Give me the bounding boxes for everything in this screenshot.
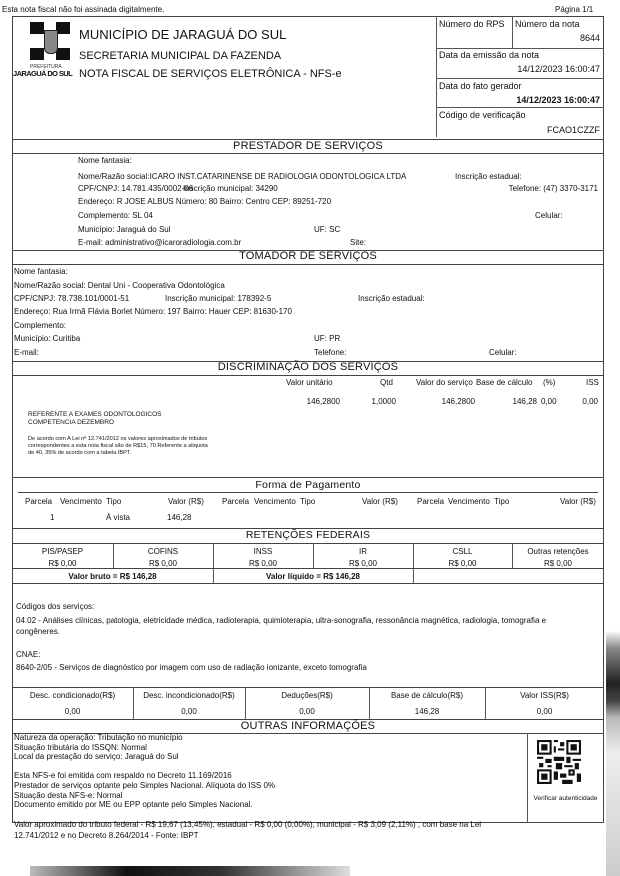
pagamento-section-title: Forma de Pagamento: [255, 479, 361, 491]
pag-col-vencimento-3: Vencimento: [448, 497, 490, 506]
descricao-linha-2: COMPETENCIA DEZEMBRO: [28, 419, 114, 426]
secretaria-title: SECRETARIA MUNICIPAL DA FAZENDA: [79, 50, 282, 62]
pag-col-vencimento-1: Vencimento: [60, 497, 102, 506]
codigo-verificacao-value: FCAO1CZZF: [547, 125, 600, 135]
tomador-inscricao-estadual: Inscrição estadual:: [358, 294, 425, 303]
valor-iss-label: Valor ISS(R$): [520, 691, 569, 700]
pag-col-vencimento-2: Vencimento: [254, 497, 296, 506]
prestador-cnpj: CPF/CNPJ: 14.781.435/0002-06: [78, 184, 194, 193]
qtd-value: 1,0000: [371, 397, 396, 406]
iss-value: 0,00: [582, 397, 598, 406]
decreto-info: Esta NFS-e foi emitida com respaldo no Decreto 11.169/2016: [14, 771, 232, 781]
col-iss: ISS: [586, 378, 599, 387]
scan-bottom-artifact: [30, 866, 350, 876]
valor-bruto: Valor bruto = R$ 146,28: [68, 572, 157, 581]
tomador-email: E-mail:: [14, 348, 39, 357]
rps-label: Número do RPS: [439, 19, 505, 29]
signature-note: Esta nota fiscal não foi assinada digitalmente.: [2, 5, 165, 14]
document-title: NOTA FISCAL DE SERVIÇOS ELETRÔNICA - NFS-e: [79, 68, 342, 80]
prestador-telefone: Telefone: (47) 3370-3171: [508, 184, 598, 193]
valor-unitario-value: 146,2800: [306, 397, 340, 406]
prestador-inscricao-estadual: Inscrição estadual:: [455, 172, 522, 181]
prestador-razao-social: Nome/Razão social:ICARO INST.CATARINENSE DE RADIOLOGIA ODONTOLOGICA LTDA: [78, 172, 407, 181]
tomador-telefone: Telefone:: [314, 348, 347, 357]
qr-code-icon[interactable]: [537, 740, 581, 784]
pag-col-valor-1: Valor (R$): [168, 497, 204, 506]
fato-gerador-value: 14/12/2023 16:00:47: [516, 95, 600, 105]
retencao-inss-label: INSS: [253, 547, 273, 556]
retencao-cofins-label: COFINS: [147, 547, 179, 556]
tomador-complemento: Complemento:: [14, 321, 67, 330]
cnae-value: 8640-2/05 - Serviços de diagnóstico por imagem com uso de radiação ionizante, exceto tomografia: [16, 663, 367, 672]
tomador-cnpj: CPF/CNPJ: 78.738.101/0001-51: [14, 294, 130, 303]
pag-tipo-value: À vista: [106, 513, 131, 522]
col-base-calculo: Base de cálculo: [476, 378, 533, 387]
tomador-uf: UF: PR: [314, 334, 341, 343]
retencao-outras-value: R$ 0,00: [543, 559, 573, 568]
situacao-nfse: Situação desta NFS-e: Normal: [14, 790, 123, 800]
tomador-inscricao-municipal: Inscrição municipal: 178392-5: [165, 294, 272, 303]
tomador-section-title: TOMADOR DE SERVIÇOS: [239, 250, 377, 262]
prestador-nome-fantasia: Nome fantasia:: [78, 156, 132, 165]
outras-section-title: OUTRAS INFORMAÇÕES: [240, 720, 376, 732]
situacao-tributaria: Situação tributária do ISSQN: Normal: [14, 742, 147, 752]
desc-condicionado-value: 0,00: [64, 707, 81, 716]
retencao-pis-label: PIS/PASEP: [41, 547, 84, 556]
tomador-endereco: Endereço: Rua Irmã Flávia Borlet Número: 197 Bairro: Hauer CEP: 81630-170: [14, 307, 292, 316]
pag-col-valor-2: Valor (R$): [362, 497, 398, 506]
valor-iss-value: 0,00: [536, 707, 553, 716]
retencao-csll-value: R$ 0,00: [448, 559, 477, 568]
deducoes-value: 0,00: [299, 707, 315, 716]
prestador-municipio: Município: Jaraguá do Sul: [78, 225, 171, 234]
cnae-label: CNAE:: [16, 650, 41, 659]
prestador-section-title: PRESTADOR DE SERVIÇOS: [233, 140, 383, 152]
local-prestacao: Local da prestação do serviço: Jaraguá do Sul: [14, 752, 179, 762]
page-label: Página 1/1: [555, 5, 594, 14]
retencoes-section-title: RETENÇÕES FEDERAIS: [245, 529, 371, 541]
retencao-inss-value: R$ 0,00: [248, 559, 278, 568]
natureza-operacao: Natureza da operação: Tributação no município: [14, 733, 183, 742]
prestador-email: E-mail: administrativo@icaroradiologia.com.br: [78, 238, 242, 247]
verificar-autenticidade-label: Verificar autenticidade: [533, 795, 598, 802]
retencao-ir-label: IR: [359, 547, 367, 556]
pag-col-tipo-2: Tipo: [300, 497, 316, 506]
valor-servico-value: 146,2800: [441, 397, 475, 406]
codigos-label: Códigos dos serviços:: [16, 602, 95, 611]
spacer: [14, 762, 275, 772]
logo-prefeitura-text: PREFEITURA: [30, 64, 62, 70]
desc-condicionado-label: Desc. condicionado(R$): [29, 691, 116, 700]
tributo-linha-2: 12.741/2012 e no Decreto 8.264/2014 - Fonte: IBPT: [14, 831, 199, 840]
descricao-linha-1: REFERENTE A EXAMES ODONTOLOGICOS: [28, 411, 162, 418]
fato-gerador-label: Data do fato gerador: [439, 81, 522, 91]
logo-city-text: JARAGUÁ DO SUL: [13, 69, 73, 78]
pag-col-valor-3: Valor (R$): [560, 497, 596, 506]
retencao-csll-label: CSLL: [452, 547, 473, 556]
desc-incondicionado-label: Desc. incondicionado(R$): [143, 691, 235, 700]
prestador-inscricao-municipal: Inscrição municipal: 34290: [183, 184, 278, 193]
prestador-complemento: Complemento: SL 04: [78, 211, 153, 220]
col-qtd: Qtd: [380, 378, 393, 387]
pag-col-parcela-3: Parcela: [417, 497, 445, 506]
retencao-pis-value: R$ 0,00: [48, 559, 77, 568]
lei-linha-2: correspondentes a esta nota fiscal são de R$15, 70 Referente a aliquota: [28, 443, 208, 449]
pag-col-parcela-1: Parcela: [25, 497, 53, 506]
simples-nacional-info: Prestador de serviços optante pelo Simples Nacional. Alíquota do ISS 0%: [14, 780, 276, 790]
codigo-verificacao-label: Código de verificação: [439, 110, 526, 120]
desc-incondicionado-value: 0,00: [181, 707, 197, 716]
scan-edge-artifact: [606, 0, 620, 876]
retencao-outras-label: Outras retenções: [527, 547, 589, 556]
col-valor-unitario: Valor unitário: [286, 378, 333, 387]
base-calculo-total-label: Base de cálculo(R$): [390, 691, 464, 700]
prestador-uf: UF: SC: [314, 225, 341, 234]
emissao-value: 14/12/2023 16:00:47: [517, 64, 600, 74]
pag-col-tipo-1: Tipo: [106, 497, 122, 506]
pag-parcela-value: 1: [50, 513, 55, 522]
tomador-razao-social: Nome/Razão social: Dental Uni - Cooperativa Odontológica: [14, 281, 225, 290]
pag-col-parcela-2: Parcela: [222, 497, 250, 506]
codigo-servico-linha-2: congêneres.: [16, 627, 61, 636]
outras-info-block: [14, 733, 275, 810]
lei-linha-3: de 40, 35% de acordo com a tabela IBPT.: [28, 450, 132, 456]
tomador-celular: Celular:: [489, 348, 517, 357]
aliquota-value: 0,00: [541, 397, 557, 406]
documento-me-epp: Documento emitido por ME ou EPP optante pelo Simples Nacional.: [14, 800, 253, 810]
retencao-ir-value: R$ 0,00: [348, 559, 378, 568]
col-aliquota: (%): [543, 378, 556, 387]
emissao-label: Data da emissão da nota: [439, 50, 540, 60]
pag-valor-value: 146,28: [167, 513, 192, 522]
prestador-site: Site:: [350, 238, 367, 247]
discriminacao-section-title: DISCRIMINAÇÃO DOS SERVIÇOS: [217, 361, 399, 373]
base-calculo-value: 146,28: [512, 397, 537, 406]
nota-label: Número da nota: [515, 19, 580, 29]
municipio-title: MUNICÍPIO DE JARAGUÁ DO SUL: [79, 27, 287, 42]
tomador-nome-fantasia: Nome fantasia:: [14, 267, 68, 276]
nota-number: 8644: [579, 33, 600, 43]
deducoes-label: Deduções(R$): [281, 691, 333, 700]
tomador-municipio: Município: Curitiba: [14, 334, 81, 343]
tributo-linha-1: Valor aproximado do tributo federal - R$ 19,67 (13,45%), estadual - R$ 0,00 (0,00%), municipal - R$ 3,09 (2,11%) , com base na Lei: [14, 820, 482, 829]
lei-linha-1: De acordo com A Lei nº 12.741/2012 os valores aproximados de tributos: [28, 436, 208, 442]
codigo-servico-linha-1: 04.02 - Análises clínicas, patologia, eletricidade médica, radioterapia, quimioterapia, ultra-sonografia, ressonância magnética, radiologia, tomografia e: [16, 616, 547, 625]
valor-liquido: Valor líquido = R$ 146,28: [265, 572, 361, 581]
base-calculo-total-value: 146,28: [414, 707, 440, 716]
prestador-endereco: Endereço: R JOSE ALBUS Número: 80 Bairro: Centro CEP: 89251-720: [78, 197, 332, 206]
pag-col-tipo-3: Tipo: [494, 497, 510, 506]
prestador-celular: Celular:: [535, 211, 563, 220]
retencao-cofins-value: R$ 0,00: [148, 559, 178, 568]
col-valor-servico: Valor do serviço: [416, 378, 473, 387]
